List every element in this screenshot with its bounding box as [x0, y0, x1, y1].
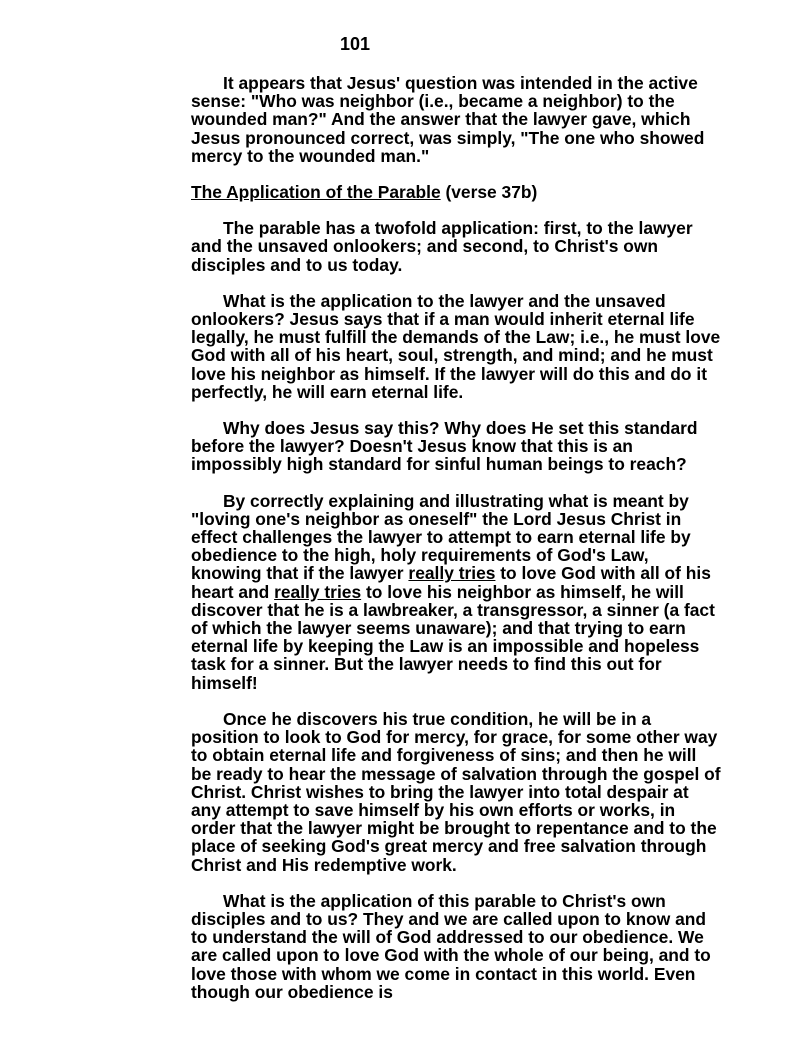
paragraph-5-part-a: By correctly explaining and illustrating what is meant by "loving one's neighbor as oneself" the Lord Jesus Christ in effect challenges the lawyer to attempt to earn eternal life by obedience to the high, holy requirements of God's Law, knowing that if the lawyer	[191, 490, 691, 584]
paragraph-3: What is the application to the lawyer and the unsaved onlookers? Jesus says that if a man would inherit eternal life legally, he must fulfill the demands of the Law; i.e., he must love God with all of his heart, soul, strength, and mind; and he must love his neighbor as himself. If the lawyer will do this and do it perfectly, he will earn eternal life.	[191, 290, 721, 402]
underlined-really-tries-2: really tries	[274, 581, 362, 602]
page-content	[191, 74, 721, 1019]
paragraph-5-part-c: to love his neighbor as himself, he will discover that he is a lawbreaker, a transgressor, a sinner (a fact of which the lawyer seems unaware); and that trying to earn eternal life by keeping the Law is an impossible and hopeless task for a sinner. But the lawyer needs to find this out for himself!	[191, 581, 715, 693]
paragraph-4: Why does Jesus say this? Why does He set this standard before the lawyer? Doesn't Jesus know that this is an impossibly high standard for sinful human beings to reach?	[191, 418, 698, 475]
underlined-really-tries-1: really tries	[408, 563, 496, 584]
section-heading-ref: (verse 37b)	[440, 182, 538, 203]
page-number: 101	[340, 34, 371, 54]
paragraph-1: It appears that Jesus' question was intended in the active sense: "Who was neighbor (i.e., became a neighbor) to the wounded man?" And the answer that the lawyer gave, which Jesus pronounced correct, was simply, "The one who showed mercy to the wounded man."	[191, 73, 705, 166]
paragraph-2: The parable has a twofold application: first, to the lawyer and the unsaved onlookers; and second, to Christ's own disciples and to us today.	[191, 218, 693, 275]
paragraph-6: Once he discovers his true condition, he will be in a position to look to God for mercy, for grace, for some other way to obtain eternal life and forgiveness of sins; and then he will be ready to hear the message of salvation through the gospel of Christ. Christ wishes to bring the lawyer into total despair at any attempt to save himself by his own efforts or works, in order that the lawyer might be brought to repentance and to the place of seeking God's great mercy and free salvation through Christ and His redemptive work.	[191, 708, 721, 875]
paragraph-5-part-b: to love God with all of his heart and	[191, 563, 711, 602]
paragraph-5	[191, 492, 721, 692]
paragraph-7: What is the application of this parable to Christ's own disciples and to us? They and we are called upon to know and to understand the will of God addressed to our obedience. We are called upon to love God with the whole of our being, and to love those with whom we come in contact in this world. Even though our obedience is	[191, 890, 711, 1002]
section-heading	[191, 183, 721, 201]
section-heading-title: The Application of the Parable	[191, 182, 441, 203]
